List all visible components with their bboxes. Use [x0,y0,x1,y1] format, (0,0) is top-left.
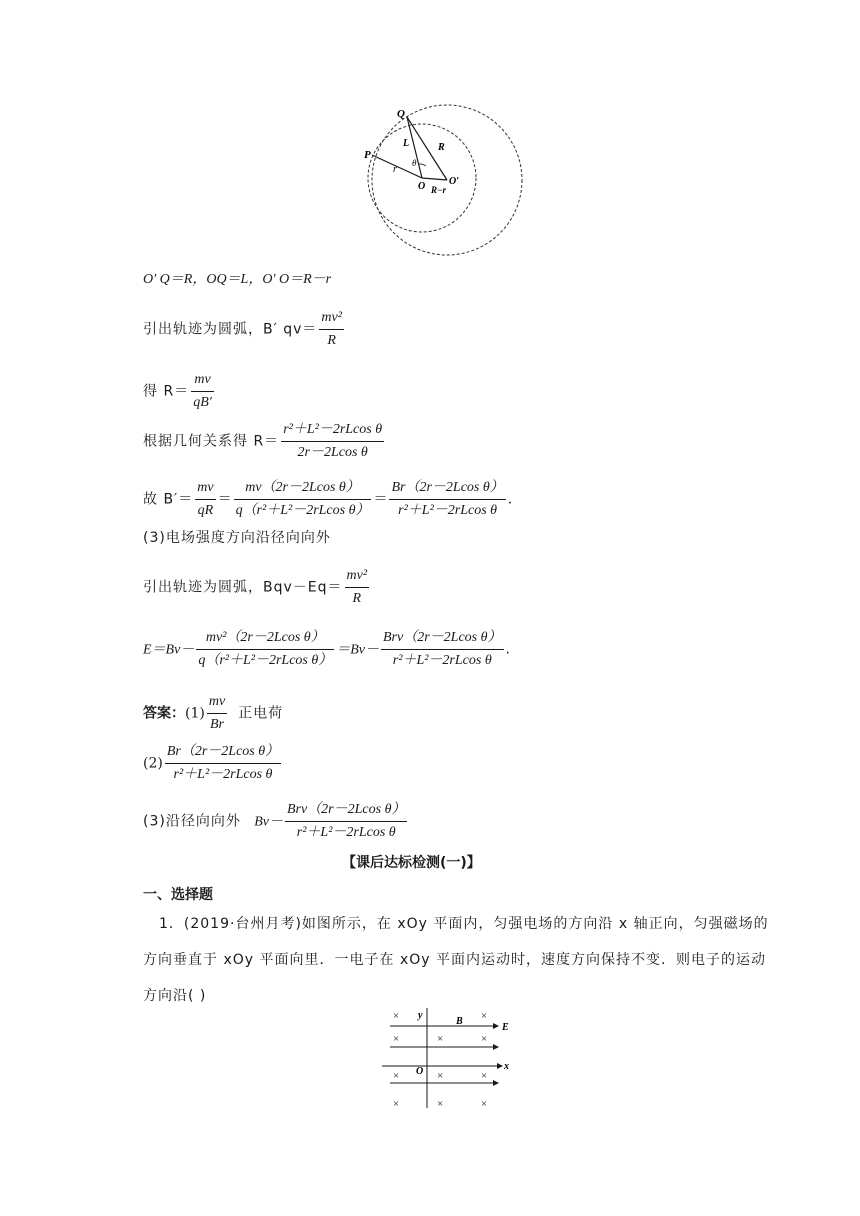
answer-part-1: 答案：(1) $\frac{mv}{Br}$ 正电荷 [143,694,284,732]
magnetic-field-crosses [393,1010,487,1110]
label-y: y [418,1010,423,1021]
text-field-direction: (3)电场强度方向沿径向向外 [143,530,331,546]
label-R-minus-r: R−r [431,185,446,195]
section-title: 【课后达标检测(一)】 [342,855,481,871]
field-diagram [378,1006,518,1110]
label-B: B [456,1016,463,1027]
svg-text:×: × [437,1098,444,1110]
svg-text:×: × [481,1010,488,1022]
label-R: R [438,142,445,153]
label-x: x [504,1061,509,1072]
answer-part-3: (3)沿径向向外 Bv－ $\frac{\text{Brv（2r－2Lcos θ）}}{\text{r²＋L²－2rLcos θ}}$ [143,802,406,840]
label-Q: Q [397,108,405,120]
equation-force-balance: 引出轨迹为圆弧，B′ qv＝ $\frac{\text{mv²}}{R}$ [143,310,342,348]
label-P: P [364,149,371,161]
equation-b-prime: 故 B′＝ $\frac{mv}{qR}$ ＝ $\frac{\text{mv（2r－2Lcos θ）}}{\text{q（r²＋L²－2rLcos θ）}}$ ＝ $\frac{\text{Br（2r－2Lcos θ）}}{\text{r²＋L²－2rLcos θ}}$ . [143,480,513,518]
question-line-2: 方向垂直于 xOy 平面向里．一电子在 xOy 平面内运动时，速度方向保持不变．则电子的运动 [143,952,766,968]
text-geometry-relations: O′ Q＝R，OQ＝L，O′ O＝R－r [143,272,332,287]
question-line-1: 1．(2019·台州月考)如图所示，在 xOy 平面内，匀强电场的方向沿 x 轴正向，匀强磁场的 [159,916,769,932]
svg-text:×: × [393,1098,400,1110]
svg-text:×: × [437,1033,444,1045]
label-r: r [393,164,397,175]
label-O-prime: O′ [449,176,460,187]
question-line-3: 方向沿( ) [143,988,207,1004]
label-theta: θ [412,158,417,168]
label-L: L [403,138,410,149]
svg-text:×: × [437,1070,444,1082]
svg-text:×: × [481,1098,488,1110]
label-O: O [418,181,426,192]
answer-part-2: (2) $\frac{\text{Br（2r－2Lcos θ）}}{\text{r²＋L²－2rLcos θ}}$ [143,744,280,782]
svg-text:×: × [393,1070,400,1082]
svg-text:×: × [481,1033,488,1045]
equation-radius-geometry: 根据几何关系得 R＝ $\frac{\text{r²＋L²－2rLcos θ}}{\text{2r－2Lcos θ}}$ [143,422,383,460]
equation-e-field: E＝Bv－ $\frac{\text{mv²（2r－2Lcos θ）}}{\text{q（r²＋L²－2rLcos θ）}}$ ＝Bv－ $\frac{\text{Brv（2r－2Lcos θ）}}{\text{r²＋L²－2rLcos θ}}$ . [143,630,510,668]
circles-diagram [360,100,530,265]
equation-radius: 得 R＝ $\frac{mv}{qB'}$ [143,372,212,410]
svg-text:×: × [481,1070,488,1082]
svg-text:×: × [393,1033,400,1045]
equation-force-balance-electric: 引出轨迹为圆弧，Bqv－Eq＝ $\frac{\text{mv²}}{R}$ [143,568,368,606]
svg-text:×: × [393,1010,400,1022]
label-E: E [502,1022,509,1033]
label-O: O [416,1066,424,1077]
subsection-title: 一、选择题 [143,887,213,903]
